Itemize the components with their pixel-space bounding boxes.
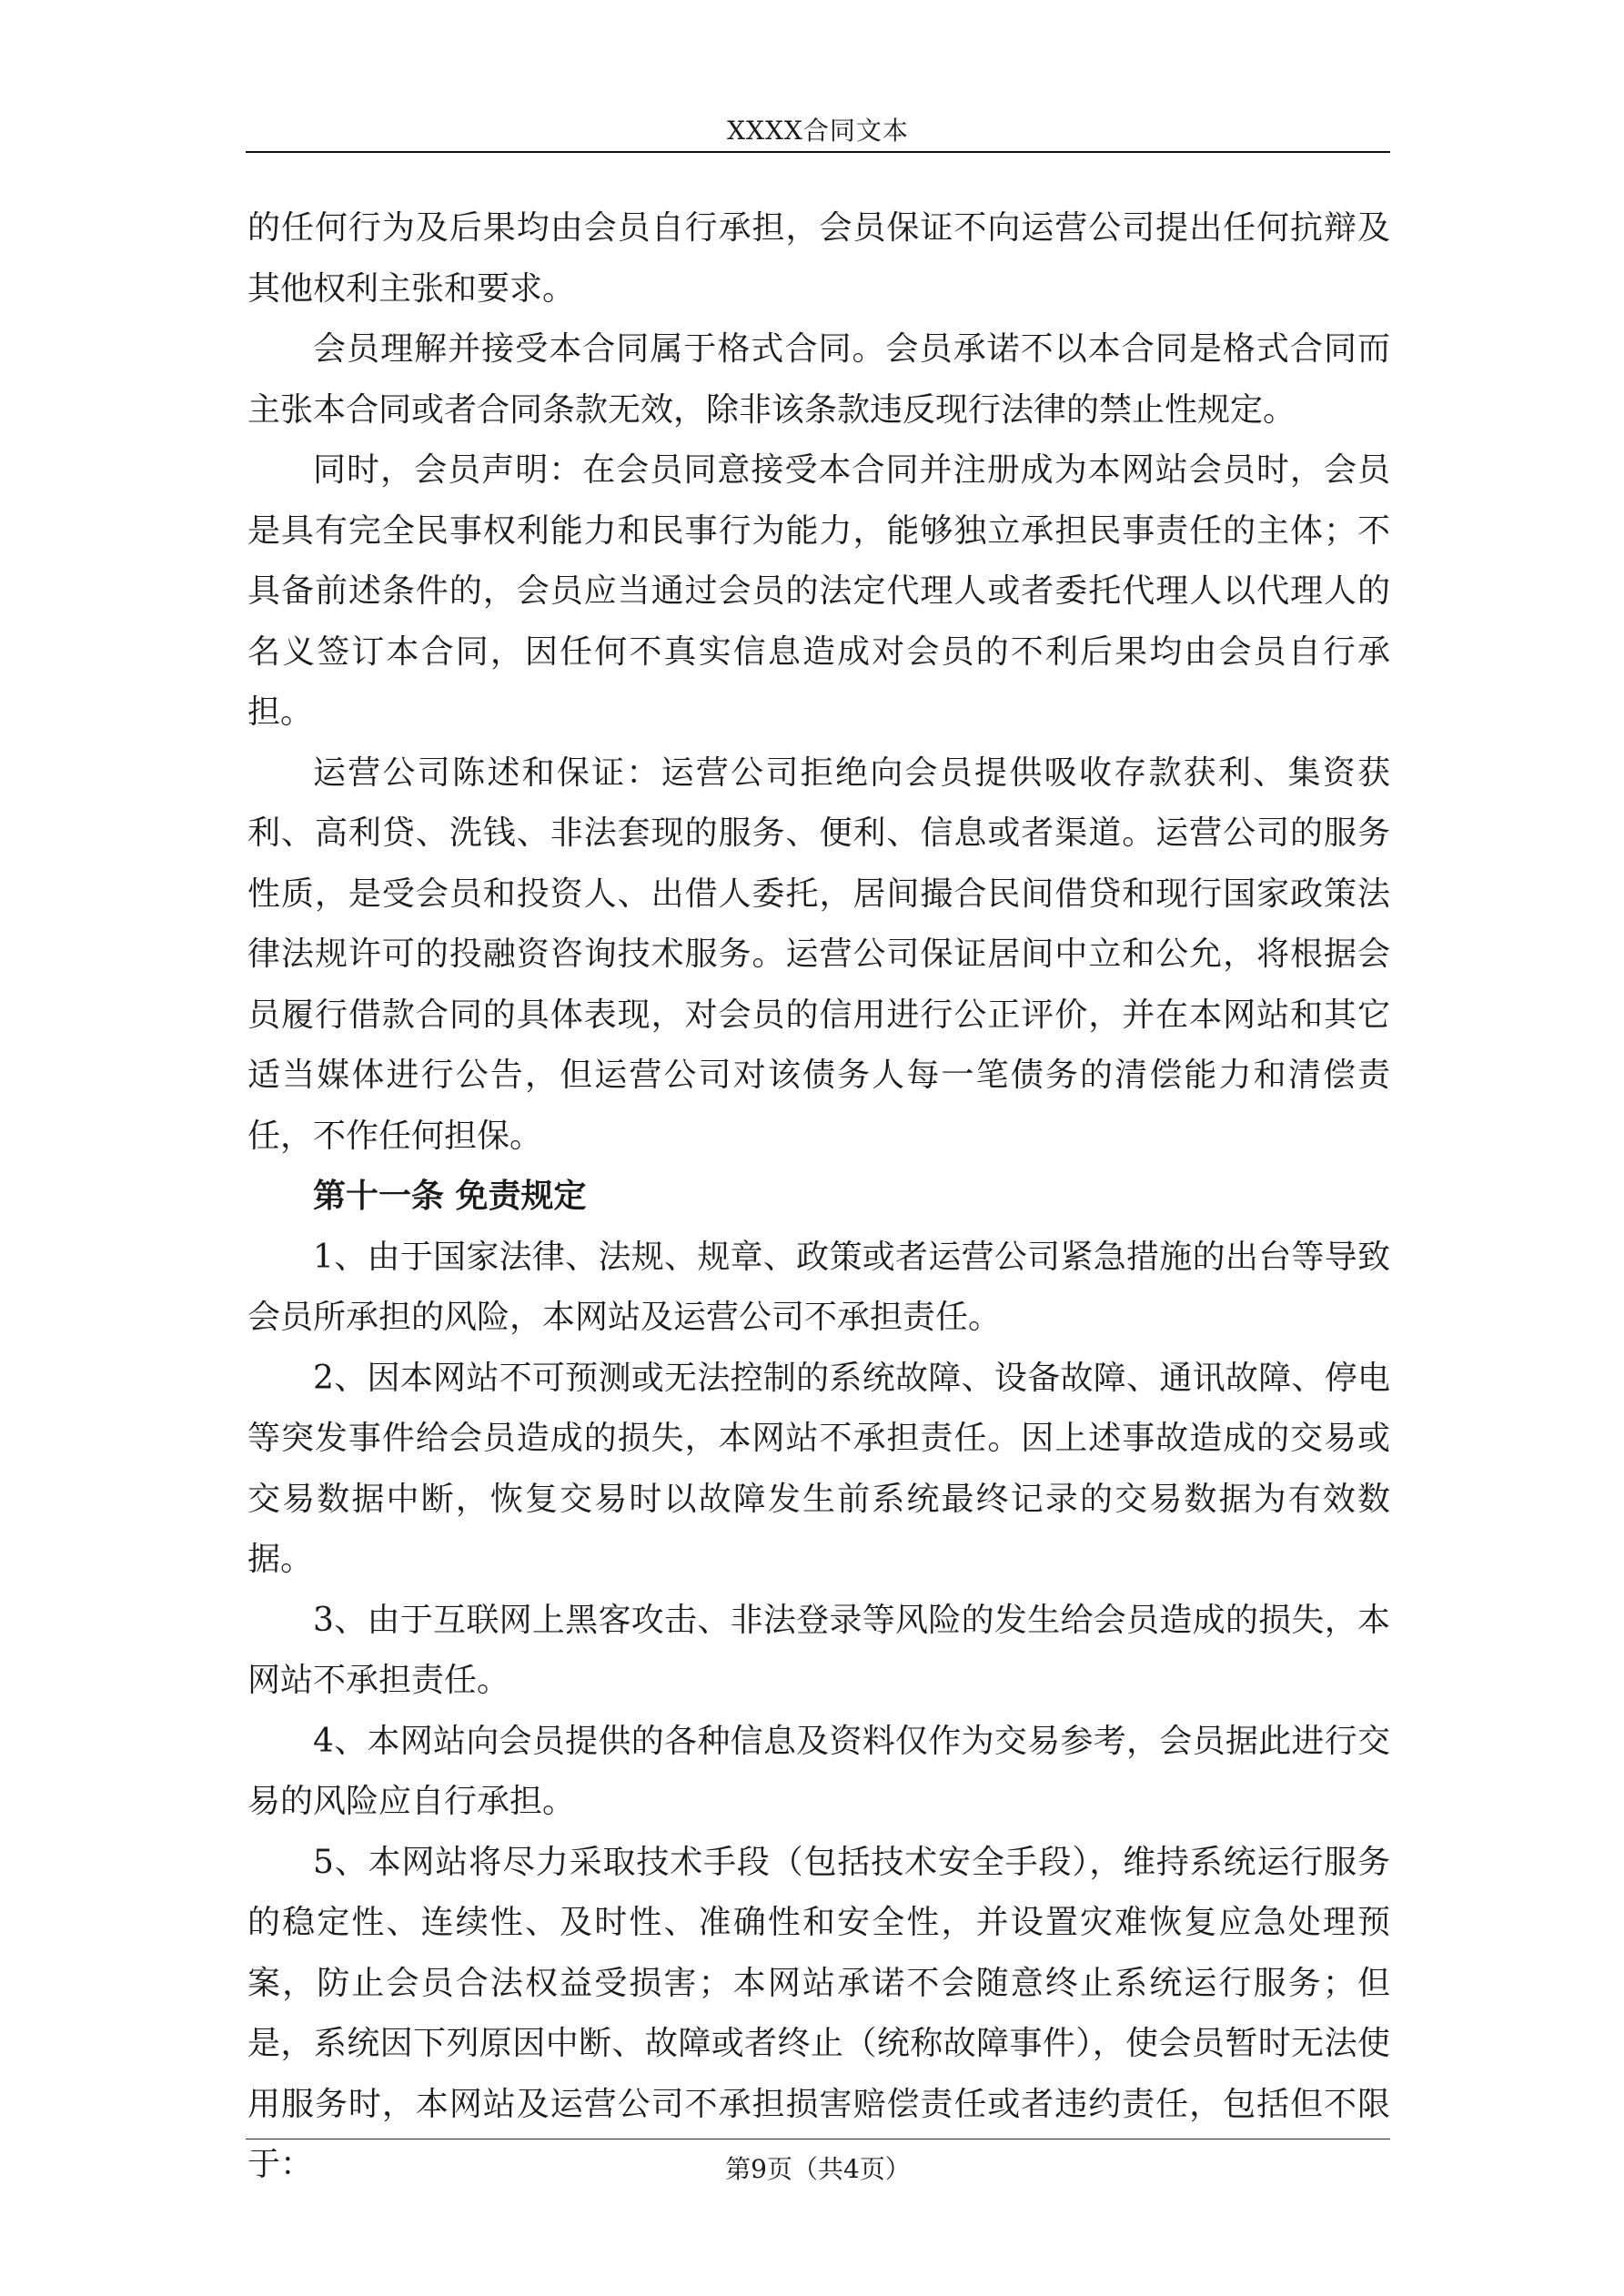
section-heading-article-11: 第十一条 免责规定 — [313, 1178, 587, 1215]
paragraph-operator-warranty: 运营公司陈述和保证：运营公司拒绝向会员提供吸收存款获利、集资获利、高利贷、洗钱、非法套现的服务、便利、信息或者渠道。运营公司的服务性质，是受会员和投资人、出借人委托，居间撮合民间借贷和现行国家政策法律法规许可的投融资咨询技术服务。运营公司保证居间中立和公允，将根据会员履行借款合同的具体表现，对会员的信用进行公正评价，并在本网站和其它适当媒体进行公告，但运营公司对该债务人每一笔债务的清偿能力和清偿责任，不作任何担保。 — [247, 754, 1390, 1155]
clause-5: 5、本网站将尽力采取技术手段（包括技术安全手段），维持系统运行服务的稳定性、连续性、及时性、准确性和安全性，并设置灾难恢复应急处理预案，防止会员合法权益受损害；本网站承诺不会随意终止系统运行服务；但是，系统因下列原因中断、故障或者终止（统称故障事件），使会员暂时无法使用服务时，本网站及运营公司不承担损害赔偿责任或者违约责任，包括但不限于： — [247, 1843, 1390, 2183]
clause-4: 4、本网站向会员提供的各种信息及资料仅作为交易参考，会员据此进行交易的风险应自行承担。 — [247, 1722, 1390, 1820]
document-body — [247, 198, 1390, 2196]
paragraph-format-contract: 会员理解并接受本合同属于格式合同。会员承诺不以本合同是格式合同而主张本合同或者合同条款无效，除非该条款违反现行法律的禁止性规定。 — [247, 330, 1390, 429]
page-number: 第9页（共4页） — [725, 2154, 911, 2184]
clause-2: 2、因本网站不可预测或无法控制的系统故障、设备故障、通讯故障、停电等突发事件给会员造成的损失，本网站不承担责任。因上述事故造成的交易或交易数据中断，恢复交易时以故障发生前系统最终记录的交易数据为有效数据。 — [247, 1359, 1390, 1578]
paragraph-continuation: 的任何行为及后果均由会员自行承担，会员保证不向运营公司提出任何抗辩及其他权利主张和要求。 — [247, 209, 1390, 308]
clause-1: 1、由于国家法律、法规、规章、政策或者运营公司紧急措施的出台等导致会员所承担的风险，本网站及运营公司不承担责任。 — [247, 1238, 1390, 1336]
page-header-title: XXXX合同文本 — [727, 116, 909, 146]
header-divider — [246, 151, 1390, 153]
clause-3: 3、由于互联网上黑客攻击、非法登录等风险的发生给会员造成的损失，本网站不承担责任。 — [247, 1601, 1390, 1699]
paragraph-member-declaration: 同时，会员声明：在会员同意接受本合同并注册成为本网站会员时，会员是具有完全民事权利能力和民事行为能力，能够独立承担民事责任的主体；不具备前述条件的，会员应当通过会员的法定代理人或者委托代理人以代理人的名义签订本合同，因任何不真实信息造成对会员的不利后果均由会员自行承担。 — [247, 451, 1390, 731]
